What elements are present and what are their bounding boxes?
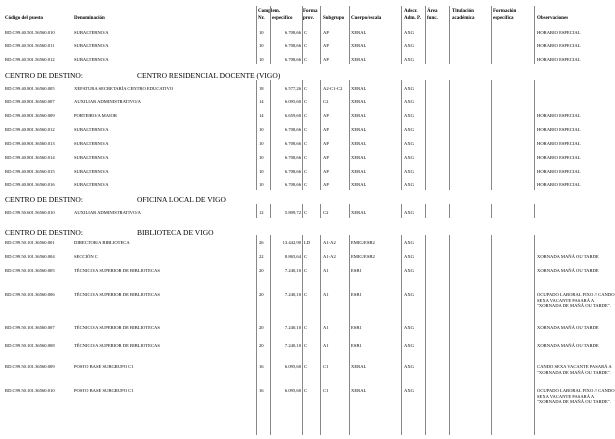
cell-prov: C <box>304 325 308 330</box>
cell-denom: AUXILIAR ADMINISTRATIVO/A <box>74 99 141 104</box>
header-nr: Nr. <box>258 16 265 21</box>
cell-adscr: AXG <box>404 343 414 348</box>
column-divider <box>449 6 450 64</box>
cell-cuerpo: XERAL <box>351 86 367 91</box>
cell-cuerpo: XERAL <box>351 388 367 393</box>
column-divider <box>534 80 535 190</box>
header-formacion: Formación <box>493 9 517 14</box>
cell-denom: SUBALTERNO/A <box>74 30 109 35</box>
cell-code: RD.C99.40.501.56560.010 <box>5 30 55 35</box>
header-prov: prov. <box>303 16 314 21</box>
cell-code: RD.C99.40.801.36560.015 <box>5 169 55 174</box>
cell-adscr: AXG <box>404 169 414 174</box>
cell-prov: C <box>304 364 308 369</box>
column-divider <box>302 80 303 190</box>
header-func: func. <box>427 16 438 21</box>
cell-nr: 10 <box>259 127 264 132</box>
cell-sub: A1 <box>323 292 329 297</box>
cell-comp: 7.240,10 <box>284 343 301 348</box>
cell-code: RD.C99.50.101.36560.006 <box>5 292 55 297</box>
cell-sub: C1 <box>323 364 329 369</box>
cell-obs: HORARIO ESPECIAL <box>537 155 581 160</box>
column-divider <box>302 6 303 64</box>
cell-denom: SUBALTERNO/A <box>74 182 109 187</box>
cell-adscr: AXG <box>404 30 414 35</box>
cell-adscr: AXG <box>404 86 414 91</box>
cell-prov: C <box>304 169 308 174</box>
cell-obs: OCUPADO LABORAL FIXO // CANDO SEXA VACANTE PASARÁ A "XORNADA DE MAÑÁ OU TARDE". <box>537 388 615 404</box>
cell-sub: A1-A2 <box>323 240 336 245</box>
column-divider <box>320 6 321 64</box>
cell-obs: CANDO SEXA VACANTE PASARÁ A "XORNADA DE MAÑÁ OU TARDE". <box>537 364 612 375</box>
header-cuerpo: Cuerpo/escala <box>351 16 382 21</box>
cell-sub: AP <box>323 127 329 132</box>
cell-comp: 8.865,64 <box>284 254 301 259</box>
cell-code: RD.C99.40.501.56560.011 <box>5 43 55 48</box>
cell-sub: AP <box>323 169 329 174</box>
cell-nr: 20 <box>259 268 264 273</box>
column-divider <box>256 235 257 435</box>
cell-adscr: AXG <box>404 141 414 146</box>
cell-nr: 10 <box>259 30 264 35</box>
cell-comp: 6.708,66 <box>284 155 301 160</box>
header-especifica: específica <box>493 16 514 21</box>
cell-obs: HORARIO ESPECIAL <box>537 113 581 118</box>
header-forma: Forma <box>303 9 318 14</box>
cell-adscr: AXG <box>404 155 414 160</box>
cell-obs: HORARIO ESPECIAL <box>537 127 581 132</box>
column-divider <box>491 204 492 218</box>
cell-sub: AP <box>323 57 329 62</box>
cell-comp: 6.577,26 <box>284 86 301 91</box>
cell-nr: 14 <box>259 113 264 118</box>
cell-sub: AP <box>323 43 329 48</box>
cell-code: RD.C99.50.601.56560.010 <box>5 210 55 215</box>
cell-prov: C <box>304 388 308 393</box>
cell-cuerpo: XERAL <box>351 113 367 118</box>
column-divider <box>270 235 271 435</box>
section-name-residencial: CENTRO RESIDENCIAL DOCENTE (VIGO) <box>137 71 281 80</box>
header-complem: Complem. <box>258 9 281 14</box>
cell-nr: 14 <box>259 99 264 104</box>
cell-cuerpo: XERAL <box>351 364 367 369</box>
column-divider <box>320 235 321 435</box>
cell-sub: A1-A2 <box>323 254 336 259</box>
cell-sub: A1 <box>323 343 329 348</box>
cell-code: RD.C99.40.801.36560.013 <box>5 141 55 146</box>
cell-nr: 20 <box>259 292 264 297</box>
cell-denom: SUBALTERNO/A <box>74 127 109 132</box>
column-divider <box>302 204 303 218</box>
cell-denom: SUBALTERNO/A <box>74 155 109 160</box>
cell-cuerpo: XERAL <box>351 210 367 215</box>
cell-sub: AP <box>323 141 329 146</box>
cell-comp: 6.095,60 <box>284 99 301 104</box>
cell-code: RD.C99.50.101.36560.004 <box>5 254 55 259</box>
cell-comp: 6.095,60 <box>284 364 301 369</box>
section-name-biblioteca: BIBLIOTECA DE VIGO <box>137 228 214 237</box>
cell-obs: XORNADA MAÑÁ OU TARDE <box>537 325 599 330</box>
column-divider <box>491 235 492 435</box>
cell-adscr: AXG <box>404 43 414 48</box>
header-academica: académica <box>452 16 475 21</box>
column-divider <box>534 235 535 435</box>
cell-prov: C <box>304 43 308 48</box>
cell-code: RD.C99.40.801.36560.012 <box>5 127 55 132</box>
column-divider <box>491 80 492 190</box>
column-divider <box>401 80 402 190</box>
column-divider <box>449 235 450 435</box>
cell-cuerpo: ESB1 <box>351 325 362 330</box>
cell-sub: C1 <box>323 388 329 393</box>
cell-prov: C <box>304 343 308 348</box>
cell-adscr: AXG <box>404 254 414 259</box>
cell-cuerpo: XERAL <box>351 30 367 35</box>
cell-obs: HORARIO ESPECIAL <box>537 43 581 48</box>
cell-prov: C <box>304 86 308 91</box>
cell-denom: AUXILIAR ADMINISTRATIVO/A <box>74 210 141 215</box>
header-adm: Adm. P. <box>404 16 421 21</box>
cell-nr: 20 <box>259 343 264 348</box>
cell-sub: AP <box>323 182 329 187</box>
cell-denom: SUBALTERNO/A <box>74 43 109 48</box>
cell-comp: 6.708,66 <box>284 57 301 62</box>
cell-comp: 6.708,66 <box>284 127 301 132</box>
cell-nr: 10 <box>259 141 264 146</box>
cell-nr: 22 <box>259 254 264 259</box>
column-divider <box>270 204 271 218</box>
column-divider <box>449 204 450 218</box>
column-divider <box>256 204 257 218</box>
cell-prov: C <box>304 141 308 146</box>
column-divider <box>425 204 426 218</box>
cell-comp: 6.708,66 <box>284 141 301 146</box>
cell-code: RD.C99.40.801.36560.005 <box>5 86 55 91</box>
cell-prov: C <box>304 127 308 132</box>
section-label-biblioteca: CENTRO DE DESTINO: <box>5 228 83 237</box>
cell-prov: C <box>304 210 308 215</box>
cell-cuerpo: XERAL <box>351 43 367 48</box>
cell-sub: A2-C1-C2 <box>323 86 343 91</box>
cell-nr: 12 <box>259 210 264 215</box>
cell-code: RD.C99.50.101.36560.005 <box>5 268 55 273</box>
column-divider <box>534 204 535 218</box>
cell-denom: SECCIÓN C <box>74 254 98 259</box>
section-label-residencial: CENTRO DE DESTINO: <box>5 71 83 80</box>
cell-cuerpo: EMIG/ESB2 <box>351 240 375 245</box>
column-divider <box>302 235 303 435</box>
cell-sub: C2 <box>323 99 329 104</box>
cell-comp: 6.708,66 <box>284 30 301 35</box>
cell-adscr: AXG <box>404 127 414 132</box>
cell-denom: PORTEIRO/A MAIOR <box>74 113 117 118</box>
cell-code: RD.C99.50.101.36560.009 <box>5 364 55 369</box>
cell-code: RD.C99.50.101.36560.008 <box>5 343 55 348</box>
cell-cuerpo: XERAL <box>351 182 367 187</box>
cell-sub: A1 <box>323 268 329 273</box>
cell-nr: 10 <box>259 155 264 160</box>
column-divider <box>401 204 402 218</box>
column-divider <box>425 6 426 64</box>
cell-obs: HORARIO ESPECIAL <box>537 30 581 35</box>
cell-nr: 16 <box>259 388 264 393</box>
cell-adscr: AXG <box>404 99 414 104</box>
cell-cuerpo: EMIG/ESB2 <box>351 254 375 259</box>
cell-adscr: AXG <box>404 292 414 297</box>
cell-sub: A1 <box>323 325 329 330</box>
cell-code: RD.C99.40.501.56560.012 <box>5 57 55 62</box>
cell-adscr: AXG <box>404 57 414 62</box>
column-divider <box>320 204 321 218</box>
cell-comp: 6.708,66 <box>284 169 301 174</box>
cell-nr: 10 <box>259 43 264 48</box>
cell-denom: SUBALTERNO/A <box>74 169 109 174</box>
cell-comp: 7.240,10 <box>284 292 301 297</box>
cell-cuerpo: ESB1 <box>351 268 362 273</box>
header-area: Área <box>427 9 438 14</box>
cell-cuerpo: ESB1 <box>351 292 362 297</box>
cell-adscr: AXG <box>404 240 414 245</box>
cell-denom: TÉCNICO/A SUPERIOR DE BIBLIOTECAS <box>74 343 160 348</box>
header-titulacion: Titulación <box>452 9 474 14</box>
cell-code: RD.C99.50.101.36560.001 <box>5 240 55 245</box>
cell-sub: AP <box>323 30 329 35</box>
cell-prov: C <box>304 254 308 259</box>
column-divider <box>256 80 257 190</box>
column-divider <box>349 204 350 218</box>
cell-obs: XORNADA MAÑÁ OU TARDE <box>537 268 599 273</box>
cell-comp: 13.442,90 <box>282 240 301 245</box>
cell-comp: 6.659,60 <box>284 113 301 118</box>
cell-cuerpo: ESB1 <box>351 343 362 348</box>
cell-adscr: AXG <box>404 182 414 187</box>
cell-nr: 26 <box>259 240 264 245</box>
cell-denom: POSTO BASE SUBGRUPO C1 <box>74 388 134 393</box>
cell-code: RD.C99.50.101.36560.007 <box>5 325 55 330</box>
header-especifico: específico <box>272 16 293 21</box>
header-observaciones: Observaciones <box>537 16 569 21</box>
cell-code: RD.C99.40.801.36560.009 <box>5 113 55 118</box>
cell-denom: XEFATURA SECRETARÍA CENTRO EDUCATIVO <box>74 86 174 91</box>
cell-prov: C <box>304 268 308 273</box>
cell-cuerpo: XERAL <box>351 99 367 104</box>
cell-prov: C <box>304 292 308 297</box>
cell-cuerpo: XERAL <box>351 57 367 62</box>
cell-comp: 5.809,72 <box>284 210 301 215</box>
cell-code: RD.C99.40.801.36560.007 <box>5 99 55 104</box>
cell-nr: 10 <box>259 169 264 174</box>
cell-adscr: AXG <box>404 364 414 369</box>
column-divider <box>491 6 492 64</box>
cell-denom: POSTO BASE SUBGRUPO C1 <box>74 364 134 369</box>
column-divider <box>401 6 402 64</box>
cell-sub: C2 <box>323 210 329 215</box>
header-adscr: Adscr. <box>404 9 418 14</box>
cell-obs: HORARIO ESPECIAL <box>537 182 581 187</box>
cell-prov: LD <box>304 240 311 245</box>
cell-sub: AP <box>323 113 329 118</box>
cell-nr: 10 <box>259 182 264 187</box>
cell-prov: C <box>304 155 308 160</box>
cell-obs: HORARIO ESPECIAL <box>537 169 581 174</box>
cell-nr: 16 <box>259 364 264 369</box>
column-divider <box>425 235 426 435</box>
cell-denom: SUBALTERNO/A <box>74 141 109 146</box>
column-divider <box>256 6 257 64</box>
cell-denom: SUBALTERNO/A <box>74 57 109 62</box>
cell-prov: C <box>304 113 308 118</box>
cell-comp: 7.240,10 <box>284 268 301 273</box>
cell-code: RD.C99.40.801.36560.014 <box>5 155 55 160</box>
cell-cuerpo: XERAL <box>351 155 367 160</box>
cell-adscr: AXG <box>404 268 414 273</box>
cell-denom: TÉCNICO/A SUPERIOR DE BIBLIOTECAS <box>74 268 160 273</box>
column-divider <box>349 235 350 435</box>
cell-nr: 18 <box>259 86 264 91</box>
section-label-oficina: CENTRO DE DESTINO: <box>5 195 83 204</box>
column-divider <box>270 6 271 64</box>
cell-prov: C <box>304 182 308 187</box>
cell-obs: OCUPADO LABORAL FIXO // CANDO SEXA VACANTE PASARÁ A "XORNADA DE MAÑÁ OU TARDE". <box>537 292 615 308</box>
cell-obs: XORNADA MAÑÁ OU TARDE <box>537 254 599 259</box>
cell-adscr: AXG <box>404 210 414 215</box>
cell-prov: C <box>304 57 308 62</box>
cell-prov: C <box>304 99 308 104</box>
cell-nr: 10 <box>259 57 264 62</box>
cell-denom: TÉCNICO/A SUPERIOR DE BIBLIOTECAS <box>74 292 160 297</box>
cell-adscr: AXG <box>404 325 414 330</box>
column-divider <box>320 80 321 190</box>
header-subgrupo: Subgrupo <box>323 16 345 21</box>
cell-comp: 7.240,10 <box>284 325 301 330</box>
column-divider <box>349 6 350 64</box>
cell-adscr: AXG <box>404 113 414 118</box>
column-divider <box>401 235 402 435</box>
cell-denom: TÉCNICO/A SUPERIOR DE BIBLIOTECAS <box>74 325 160 330</box>
cell-code: RD.C99.40.801.36560.016 <box>5 182 55 187</box>
cell-comp: 6.708,66 <box>284 43 301 48</box>
cell-adscr: AXG <box>404 388 414 393</box>
column-divider <box>349 80 350 190</box>
section-name-oficina: OFICINA LOCAL DE VIGO <box>137 195 226 204</box>
column-divider <box>270 80 271 190</box>
cell-cuerpo: XERAL <box>351 127 367 132</box>
cell-obs: HORARIO ESPECIAL <box>537 141 581 146</box>
cell-obs: XORNADA MAÑÁ OU TARDE <box>537 343 599 348</box>
cell-cuerpo: XERAL <box>351 141 367 146</box>
cell-obs: HORARIO ESPECIAL <box>537 57 581 62</box>
header-codigo: Código del puesto <box>5 16 44 21</box>
column-divider <box>425 80 426 190</box>
header-denominacion: Denominación <box>74 16 105 21</box>
cell-denom: DIRECTOR/A BIBLIOTECA <box>74 240 130 245</box>
cell-cuerpo: XERAL <box>351 169 367 174</box>
cell-sub: AP <box>323 155 329 160</box>
cell-comp: 6.708,66 <box>284 182 301 187</box>
cell-code: RD.C99.50.101.36560.010 <box>5 388 55 393</box>
column-divider <box>534 6 535 64</box>
column-divider <box>449 80 450 190</box>
cell-nr: 20 <box>259 325 264 330</box>
cell-comp: 6.095,60 <box>284 388 301 393</box>
cell-prov: C <box>304 30 308 35</box>
